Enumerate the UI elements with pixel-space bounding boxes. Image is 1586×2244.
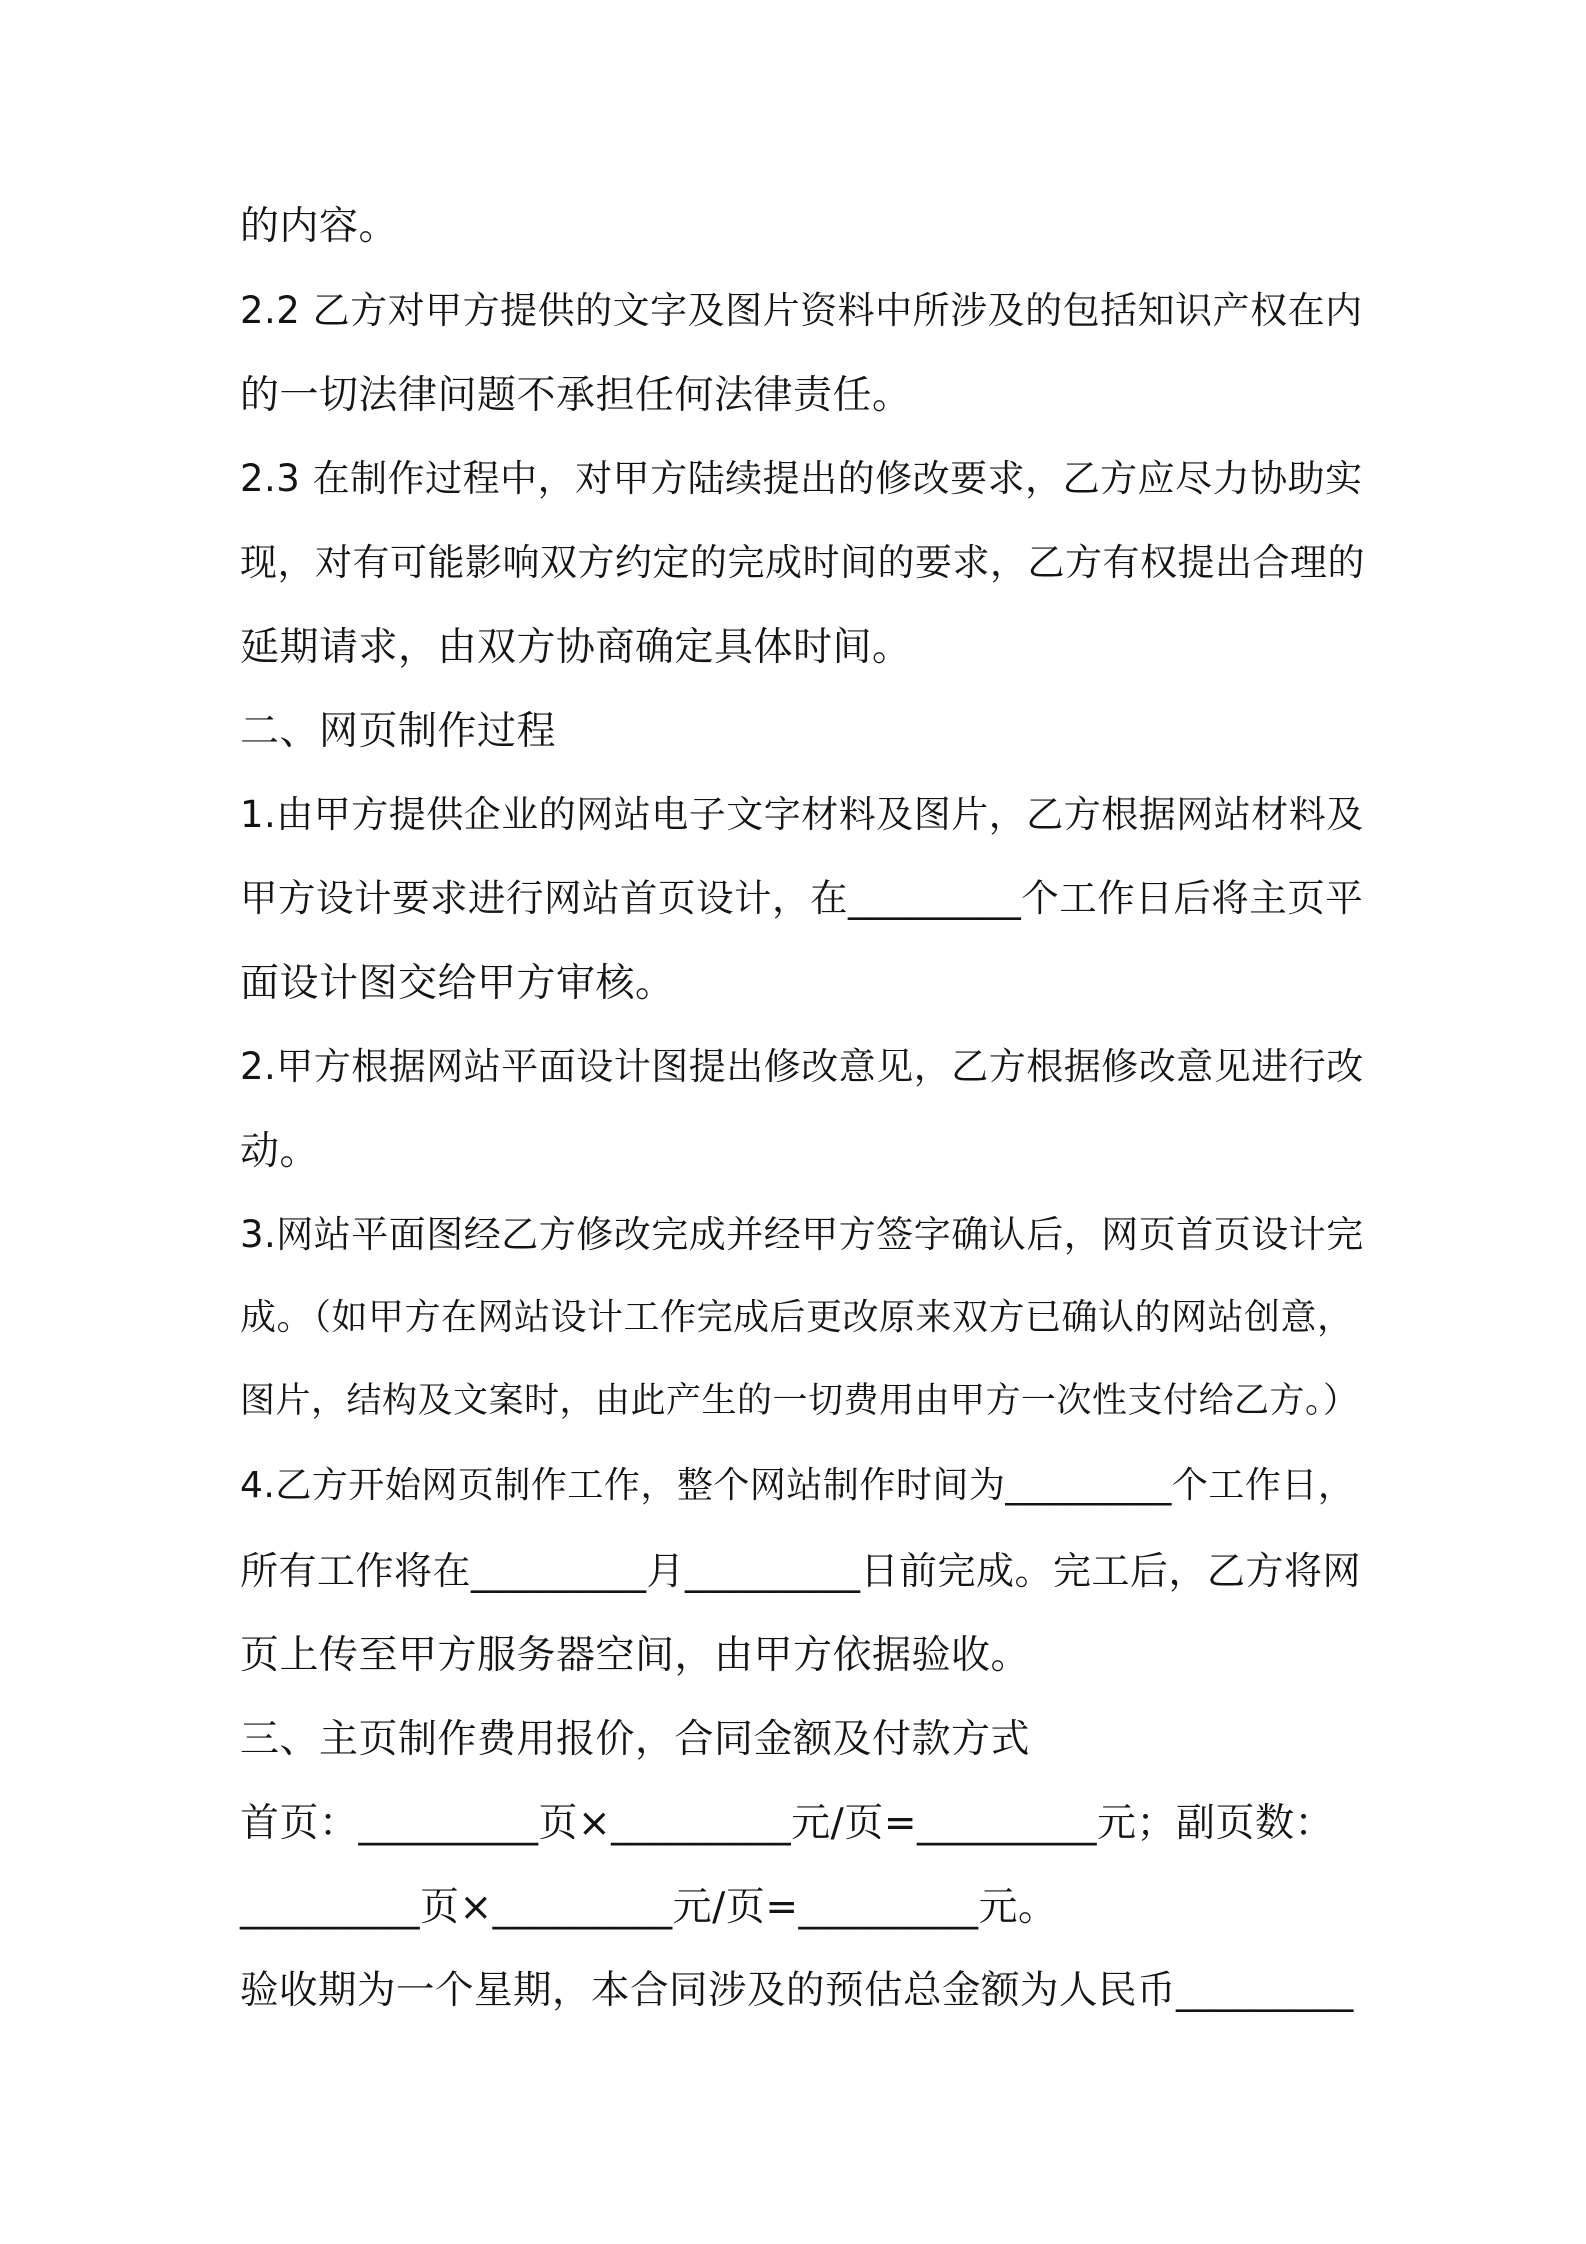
item-1-line-3: 面设计图交给甲方审核。 — [240, 961, 675, 1006]
clause-2-3-line-2: 现，对有可能影响双方约定的完成时间的要求，乙方有权提出合理的 — [240, 541, 1365, 584]
text-line: 的内容。 — [240, 204, 399, 249]
item-4-line-2: 所有工作将在_________月_________日前完成。完工后，乙方将网 — [240, 1549, 1362, 1593]
item-4-line-1: 4.乙方开始网页制作工作，整个网站制作时间为_________个工作日， — [240, 1465, 1355, 1506]
section-heading-3: 三、主页制作费用报价，合同金额及付款方式 — [240, 1717, 1031, 1762]
pricing-line-1: 首页：_________页×_________元/页=_________元；副页数： — [240, 1801, 1334, 1846]
clause-2-3-line-3: 延期请求，由双方协商确定具体时间。 — [240, 625, 912, 670]
item-1-line-2: 甲方设计要求进行网站首页设计，在_________个工作日后将主页平 — [240, 876, 1364, 920]
item-2-line-1: 2.甲方根据网站平面设计图提出修改意见，乙方根据修改意见进行改 — [240, 1045, 1364, 1088]
clause-2-2-line-2: 的一切法律问题不承担任何法律责任。 — [240, 373, 912, 418]
clause-2-2-line-1: 2.2 乙方对甲方提供的文字及图片资料中所涉及的包括知识产权在内 — [240, 289, 1363, 332]
item-4-line-3: 页上传至甲方服务器空间，由甲方依据验收。 — [240, 1633, 1031, 1678]
section-heading-2: 二、网页制作过程 — [240, 709, 557, 754]
acceptance-line: 验收期为一个星期，本合同涉及的预估总金额为人民币_________ — [240, 1968, 1354, 2013]
pricing-line-2: _________页×_________元/页=_________元。 — [240, 1885, 1058, 1930]
item-3-line-1: 3.网站平面图经乙方修改完成并经甲方签字确认后，网页首页设计完 — [240, 1213, 1364, 1256]
item-3-line-2: 成。（如甲方在网站设计工作完成后更改原来双方已确认的网站创意， — [240, 1297, 1354, 1338]
item-3-line-3: 图片，结构及文案时，由此产生的一切费用由甲方一次性支付给乙方。） — [240, 1381, 1359, 1421]
item-1-line-1: 1.由甲方提供企业的网站电子文字材料及图片，乙方根据网站材料及 — [240, 793, 1364, 836]
clause-2-3-line-1: 2.3 在制作过程中，对甲方陆续提出的修改要求，乙方应尽力协助实 — [240, 457, 1363, 500]
item-2-line-2: 动。 — [240, 1129, 320, 1174]
